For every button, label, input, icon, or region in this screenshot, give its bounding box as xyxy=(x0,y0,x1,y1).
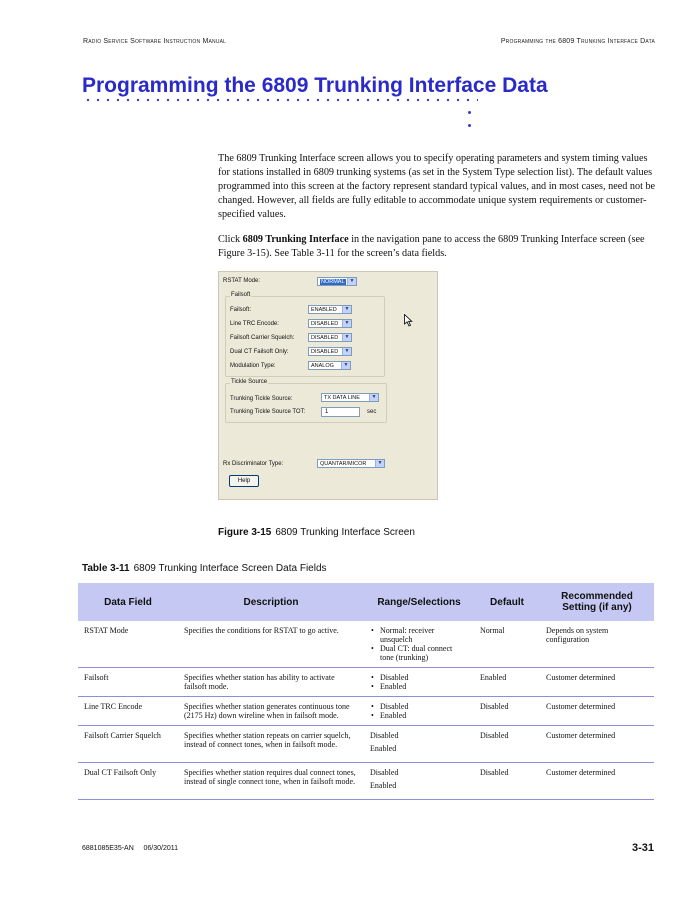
page-number: 3-31 xyxy=(631,842,654,854)
column-header: Description xyxy=(178,583,364,621)
range-option: Disabled xyxy=(370,731,399,740)
failsoft-select[interactable]: ENABLED ▼ xyxy=(308,305,352,314)
table-cell-field: Dual CT Failsoft Only xyxy=(78,763,178,800)
modulation-type-label: Modulation Type: xyxy=(230,363,276,369)
table-row xyxy=(78,726,654,763)
table-cell-recommended: Customer determined xyxy=(540,763,654,800)
intro-paragraph: The 6809 Trunking Interface screen allows you to specify operating parameters and system timing values for stations installed in 6809 trunking systems (as set in the System Type selection list). The default values programmed into this screen at the factory represent standard typical values, and in most cases, need not be changed. However, all fields are fully editable to accommodate unique system requirements or customer-specified values. xyxy=(218,153,656,220)
rstat-mode-select[interactable]: NORMAL ▼ xyxy=(317,277,357,286)
tickle-source-group xyxy=(225,379,387,423)
trunking-tickle-tot-label: Trunking Tickle Source TOT: xyxy=(230,409,306,415)
table-cell-range xyxy=(364,621,474,668)
chevron-down-icon[interactable]: ▼ xyxy=(369,394,378,401)
line-trc-encode-select[interactable]: DISABLED ▼ xyxy=(308,319,352,328)
table-row xyxy=(78,763,654,800)
modulation-type-select[interactable]: ANALOG ▼ xyxy=(308,361,351,370)
table-cell-field: Failsoft xyxy=(78,668,178,697)
table-row xyxy=(78,668,654,697)
range-option: • Enabled xyxy=(380,711,468,720)
range-option: • Enabled xyxy=(380,682,468,691)
table-cell-field: Line TRC Encode xyxy=(78,697,178,726)
chevron-down-icon[interactable]: ▼ xyxy=(375,460,384,467)
table-cell-default: Disabled xyxy=(474,763,540,800)
table-cell-default: Disabled xyxy=(474,726,540,763)
figure-caption: Figure 3-15 6809 Trunking Interface Screen xyxy=(218,527,415,538)
table-cell-default: Enabled xyxy=(474,668,540,697)
title-dotted-rule xyxy=(83,97,478,103)
tot-unit-label: sec xyxy=(367,409,377,415)
column-header: Range/Selections xyxy=(364,583,474,621)
table-cell-recommended: Customer determined xyxy=(540,668,654,697)
page-title: Programming the 6809 Trunking Interface Data xyxy=(82,74,548,97)
range-option: • Dual CT: dual connect tone (trunking) xyxy=(380,644,468,662)
tickle-source-group-title: Tickle Source xyxy=(231,379,268,385)
chevron-down-icon[interactable]: ▼ xyxy=(342,320,351,327)
table-cell-description: Specifies whether station requires dual connect tones, instead of single connect tone, when in failsoft mode. xyxy=(178,763,364,800)
table-cell-recommended: Depends on system configuration xyxy=(540,621,654,668)
table-cell-description: Specifies whether station generates continuous tone (2175 Hz) down wireline when in failsoft mode. xyxy=(178,697,364,726)
failsoft-carrier-squelch-label: Failsoft Carrier Squelch: xyxy=(230,335,295,341)
table-cell-range xyxy=(364,726,474,763)
chevron-down-icon[interactable]: ▼ xyxy=(347,278,356,285)
table-header-row xyxy=(78,583,654,621)
range-option: Enabled xyxy=(370,744,397,753)
table-row xyxy=(78,697,654,726)
range-option: Disabled xyxy=(370,768,399,777)
chevron-down-icon[interactable]: ▼ xyxy=(341,362,350,369)
rx-discriminator-select[interactable]: QUANTAR/MICOR ▼ xyxy=(317,459,385,468)
failsoft-carrier-squelch-select[interactable]: DISABLED ▼ xyxy=(308,333,352,342)
trunking-tickle-source-select[interactable]: TX DATA LINE ▼ xyxy=(321,393,379,402)
table-cell-range xyxy=(364,763,474,800)
dual-ct-failsoft-label: Dual CT Failsoft Only: xyxy=(230,349,289,355)
table-row xyxy=(78,621,654,668)
dual-ct-failsoft-select[interactable]: DISABLED ▼ xyxy=(308,347,352,356)
range-option: • Disabled xyxy=(380,673,468,682)
table-cell-default: Normal xyxy=(474,621,540,668)
range-option: • Disabled xyxy=(380,702,468,711)
help-button[interactable]: Help xyxy=(229,475,259,487)
line-trc-encode-label: Line TRC Encode: xyxy=(230,321,279,327)
table-cell-default: Disabled xyxy=(474,697,540,726)
table-cell-description: Specifies whether station has ability to activate failsoft mode. xyxy=(178,668,364,697)
rstat-mode-label: RSTAT Mode: xyxy=(223,278,261,284)
running-header-right: Programming the 6809 Trunking Interface Data xyxy=(500,38,655,45)
table-cell-description: Specifies whether station repeats on carrier squelch, instead of connect tones, when in failsoft mode. xyxy=(178,726,364,763)
title-dotted-rule-vertical xyxy=(468,124,471,127)
table-cell-range xyxy=(364,697,474,726)
chevron-down-icon[interactable]: ▼ xyxy=(342,348,351,355)
range-option: • Normal: receiver unsquelch xyxy=(380,626,468,644)
running-header-left: Radio Service Software Instruction Manual xyxy=(83,38,227,45)
table-cell-field: RSTAT Mode xyxy=(78,621,178,668)
table-cell-description: Specifies the conditions for RSTAT to go active. xyxy=(178,621,364,668)
data-fields-table xyxy=(78,583,654,800)
trunking-tickle-tot-input[interactable]: 1 xyxy=(321,407,360,417)
trunking-tickle-source-label: Trunking Tickle Source: xyxy=(230,396,293,402)
rx-discriminator-label: Rx Discriminator Type: xyxy=(223,461,284,467)
document-number: 6881085E35-AN 06/30/2011 xyxy=(82,845,179,852)
table-cell-recommended: Customer determined xyxy=(540,726,654,763)
range-option: Enabled xyxy=(370,781,397,790)
navigation-paragraph: Click 6809 Trunking Interface in the navigation pane to access the 6809 Trunking Interface screen (see Figure 3-15). See Table 3-11 for the screen’s data fields. xyxy=(218,234,645,259)
failsoft-group-title: Failsoft xyxy=(231,292,251,298)
table-cell-field: Failsoft Carrier Squelch xyxy=(78,726,178,763)
column-header: Default xyxy=(474,583,540,621)
column-header: Data Field xyxy=(78,583,178,621)
nav-link-label: 6809 Trunking Interface xyxy=(242,234,349,245)
table-cell-range xyxy=(364,668,474,697)
trunking-interface-screenshot xyxy=(218,271,438,500)
table-caption: Table 3-11 6809 Trunking Interface Screen Data Fields xyxy=(82,563,327,574)
mouse-pointer-icon xyxy=(404,314,413,327)
column-header: Recommended Setting (if any) xyxy=(540,583,654,621)
table-cell-recommended: Customer determined xyxy=(540,697,654,726)
chevron-down-icon[interactable]: ▼ xyxy=(342,334,351,341)
failsoft-label: Failsoft: xyxy=(230,307,252,313)
chevron-down-icon[interactable]: ▼ xyxy=(342,306,351,313)
title-dotted-rule-vertical xyxy=(468,111,471,114)
